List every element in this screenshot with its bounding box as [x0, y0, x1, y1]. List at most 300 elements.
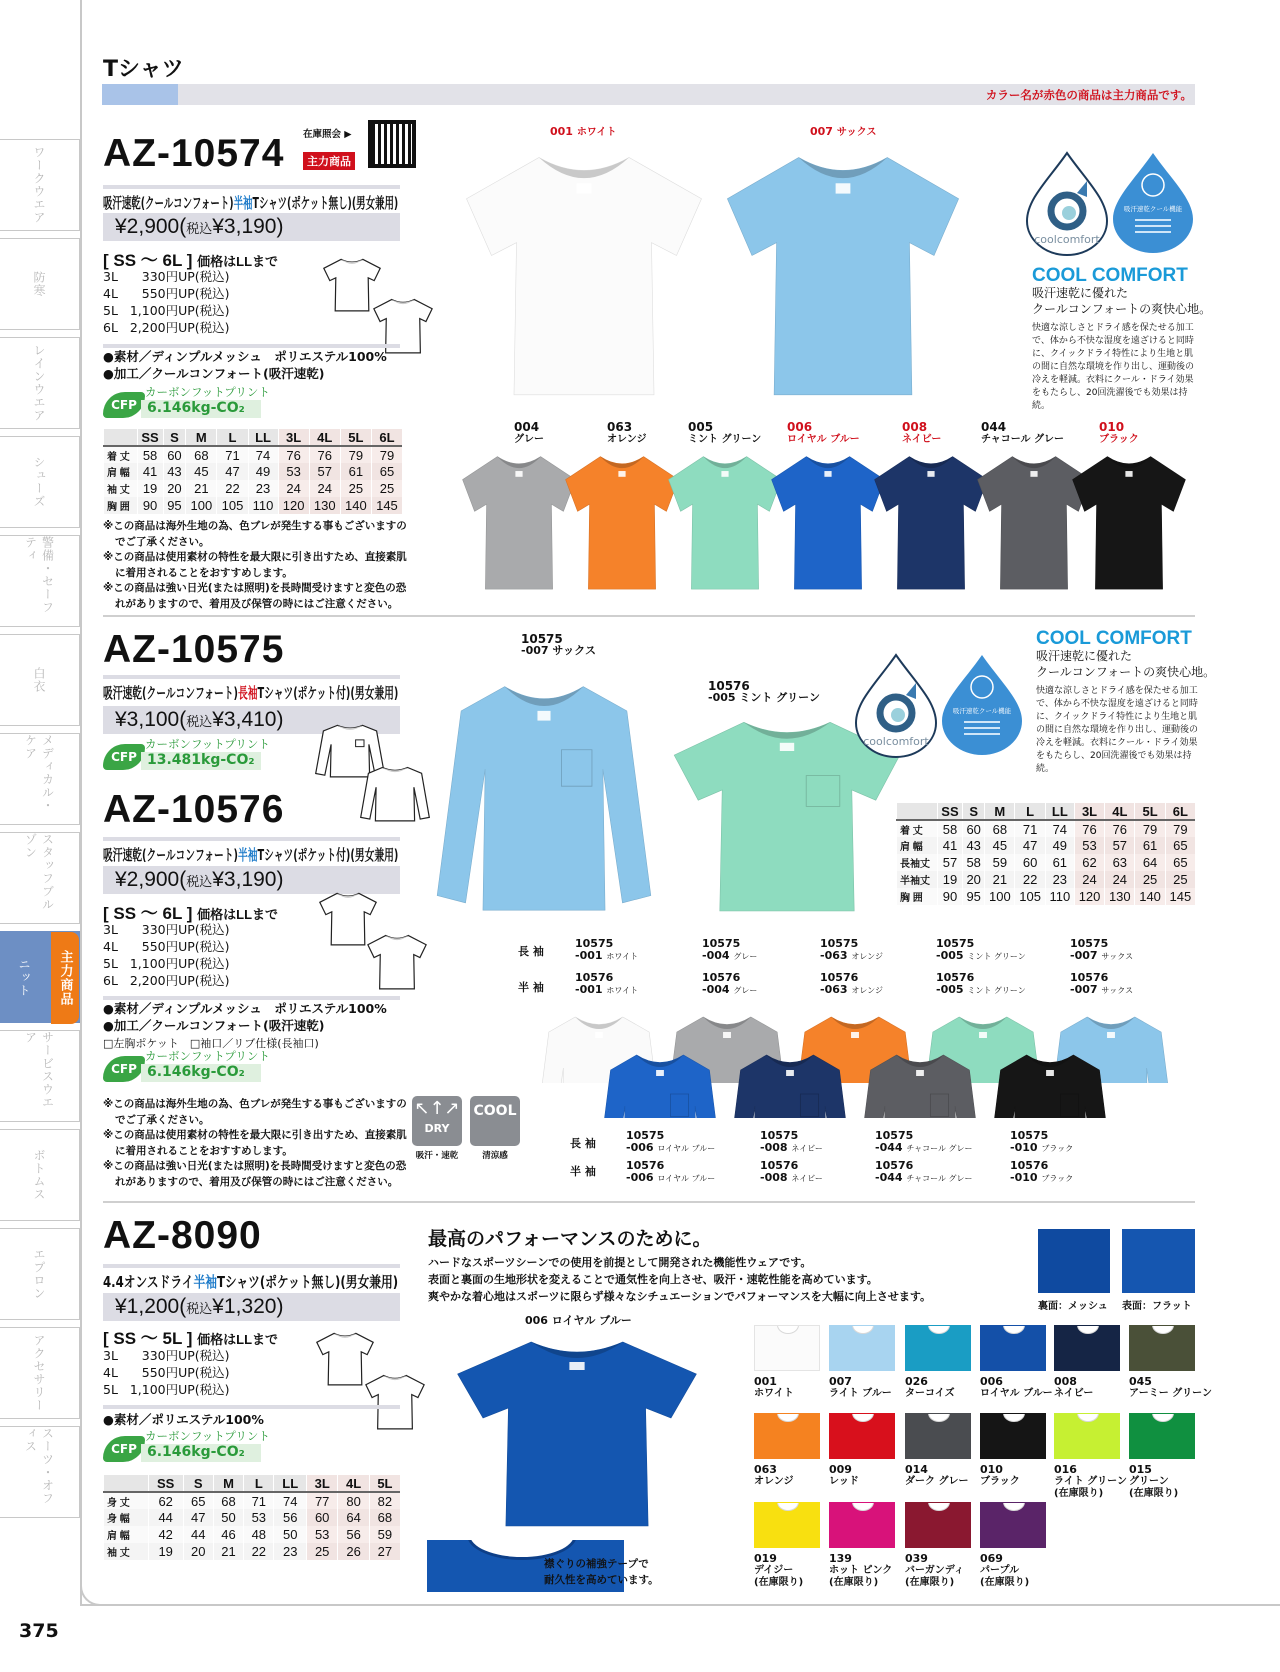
table-cell: 120: [1074, 888, 1104, 905]
table-cell: 20: [183, 1543, 213, 1560]
table-row: [897, 820, 1196, 837]
sidebar-tab[interactable]: [0, 733, 80, 825]
collar-icon: [928, 1502, 950, 1511]
color-name: オレンジ: [851, 952, 883, 961]
table-cell: 105: [217, 497, 248, 514]
model-code: 10576: [575, 971, 614, 984]
color-code: 009: [829, 1463, 852, 1476]
svg-text:吸汗速乾クール機能: 吸汗速乾クール機能: [952, 707, 1012, 715]
color-swatch[interactable]: [1129, 1325, 1195, 1371]
column-header: [104, 429, 138, 446]
table-row: [104, 1526, 401, 1543]
color-code: 004: [514, 420, 540, 434]
table-cell: 25: [1165, 871, 1195, 888]
color-name: ホワイト: [576, 127, 617, 138]
color-code: 044: [981, 420, 1007, 434]
table-row: [104, 1509, 401, 1526]
color-swatch[interactable]: [905, 1413, 971, 1459]
table-cell: 110: [248, 497, 278, 514]
color-code: -008: [760, 1141, 788, 1154]
color-name: バーガンディ: [905, 1565, 964, 1576]
color-label: [905, 1376, 955, 1400]
model-number: AZ-10574: [103, 132, 285, 175]
table-row: [104, 497, 403, 514]
collar-icon: [928, 1325, 950, 1334]
feature-headline: 最高のパフォーマンスのために。: [428, 1228, 712, 1250]
tshirt-swatch: [665, 448, 785, 592]
color-name: サックス: [836, 127, 877, 138]
table-cell: 45: [186, 463, 217, 480]
color-name: ネイビー: [1054, 1388, 1094, 1399]
column-header: 3L: [278, 429, 309, 446]
tab-label: 防寒: [32, 271, 46, 297]
table-cell: 19: [137, 480, 163, 497]
svg-text:coolcomfort: coolcomfort: [863, 735, 929, 748]
collar-icon: [852, 1502, 874, 1511]
sidebar-tab[interactable]: [0, 832, 80, 924]
table-cell: 79: [1135, 820, 1165, 837]
column-header: M: [985, 803, 1015, 820]
color-swatch[interactable]: [829, 1413, 895, 1459]
table-cell: 68: [985, 820, 1015, 837]
table-row: [897, 837, 1196, 854]
model-code: 10575: [760, 1129, 799, 1142]
table-cell: 59: [985, 854, 1015, 871]
sidebar-tab[interactable]: [0, 1426, 80, 1518]
material-list: [103, 348, 387, 382]
variation-label: [875, 1160, 973, 1185]
fabric-swatch-flat: [1122, 1229, 1195, 1293]
model-code: 10575: [1070, 937, 1109, 950]
row-header: 身 丈: [104, 1492, 149, 1509]
model-code: 10575: [521, 632, 563, 646]
color-name: ターコイズ: [905, 1388, 955, 1399]
collar-icon: [777, 1502, 799, 1511]
size-table: [103, 429, 402, 514]
stock-inquiry-label: 在庫照会 ▶: [303, 129, 352, 140]
sidebar-tab[interactable]: [0, 1327, 80, 1419]
color-code: -010: [1010, 1171, 1038, 1184]
sidebar-tab[interactable]: [0, 436, 80, 528]
tax-label: 税込: [186, 221, 213, 236]
table-cell: 43: [163, 463, 186, 480]
cfp-leaf-icon: CFP: [103, 1436, 145, 1462]
color-name: ロイヤル ブルー: [657, 1144, 716, 1153]
sub-line: クールコンフォートの爽快心地。: [1032, 302, 1212, 316]
size-note: 価格はLLまで: [197, 907, 279, 922]
color-swatch[interactable]: [754, 1325, 820, 1371]
table-cell: 60: [1015, 854, 1045, 871]
table-cell: 21: [213, 1543, 243, 1560]
cfp-value: 6.146kg-CO₂: [141, 400, 261, 418]
column-header: 4L: [1105, 803, 1135, 820]
color-label: [981, 421, 1064, 446]
tshirt-swatch: [871, 448, 991, 592]
color-swatch[interactable]: [754, 1413, 820, 1459]
collar-icon: [852, 1325, 874, 1334]
size-table: [896, 803, 1195, 905]
variation-label: [626, 1130, 715, 1155]
price: ¥2,900(税込¥3,190): [103, 213, 400, 241]
color-swatch[interactable]: [905, 1502, 971, 1548]
table-cell: 22: [1015, 871, 1045, 888]
color-name: ライト ブルー: [829, 1388, 892, 1399]
name-part: Tシャツ(ポケット無し)(男女兼用): [252, 194, 399, 211]
table-cell: 105: [1015, 888, 1045, 905]
model-code: 10576: [820, 971, 859, 984]
frame-corner: [80, 1584, 104, 1606]
variation-label: [760, 1130, 823, 1155]
row-header: 胸 囲: [104, 497, 138, 514]
table-cell: 43: [963, 837, 985, 854]
table-cell: 44: [183, 1526, 213, 1543]
cfp-badge: [103, 737, 270, 770]
table-cell: 24: [1074, 871, 1104, 888]
color-name: ミント グリーン: [688, 434, 762, 445]
table-cell: 90: [137, 497, 163, 514]
product-name-text: [103, 682, 398, 701]
product-name: [103, 185, 400, 211]
coolcomfort-body: 快適な涼しさとドライ感を保たせる加工で、体から不快な湿度を遠ざけると同時に、クイックドライ特性により生地と肌の間に自然な環境を作り出し、運動後の冷えを軽減。衣料にクール・ドライ効果をもたらし、20回洗濯後でも効果は持続。: [1032, 323, 1195, 411]
tab-label: メディカル・ケア: [23, 734, 55, 812]
table-cell: 95: [163, 497, 186, 514]
table-cell: 56: [274, 1509, 307, 1526]
tab-label: 警備・セーフティ: [23, 536, 55, 614]
color-code: 007: [829, 1375, 852, 1388]
table-cell: 50: [213, 1509, 243, 1526]
icon-caption: 清涼感: [482, 1151, 508, 1161]
sidebar-tab[interactable]: [0, 1030, 80, 1122]
color-code: 008: [902, 420, 928, 434]
tab-label: アクセサリー: [32, 1334, 46, 1412]
table-cell: 59: [369, 1526, 400, 1543]
table-cell: 58: [137, 446, 163, 463]
color-name: ライト グリーン: [1054, 1476, 1127, 1487]
collar-icon: [1003, 1413, 1025, 1422]
row-header: 着 丈: [104, 446, 138, 463]
color-label: [829, 1464, 859, 1488]
table-cell: 47: [1015, 837, 1045, 854]
note-line: 襟ぐりの補強テープで: [544, 1558, 649, 1570]
table-cell: 71: [1015, 820, 1045, 837]
table-cell: 130: [309, 497, 340, 514]
color-code: 001: [550, 125, 573, 138]
price-value: ¥3,100: [115, 708, 180, 731]
table-cell: 24: [278, 480, 309, 497]
table-header-row: [897, 803, 1196, 820]
column-header: 4L: [338, 1475, 369, 1492]
row-header: 身 幅: [104, 1509, 149, 1526]
sidebar-tab[interactable]: [0, 931, 80, 1023]
price: ¥1,200(税込¥1,320): [103, 1293, 400, 1321]
list-line: 5L 1,100円UP(税込): [103, 956, 230, 971]
color-name: デイジー: [754, 1565, 794, 1576]
column-header: [104, 1475, 149, 1492]
variation-label: [575, 972, 638, 997]
model-code: 10575: [1010, 1129, 1049, 1142]
upcharge-list: [103, 1347, 230, 1398]
table-cell: 58: [963, 854, 985, 871]
color-code: -063: [820, 949, 848, 962]
price-value: ¥2,900: [115, 868, 180, 891]
color-swatch[interactable]: [980, 1502, 1046, 1548]
hero-color-label: [521, 633, 596, 657]
sidebar-tab[interactable]: [0, 1228, 80, 1320]
column-header: 3L: [306, 1475, 337, 1492]
notes: [103, 1097, 408, 1190]
color-name: ミント グリーン: [967, 952, 1026, 961]
main-product-badge: 主力商品: [303, 152, 355, 170]
color-code: -001: [575, 949, 603, 962]
color-name: チャコール グレー: [981, 434, 1064, 445]
color-label: [829, 1553, 892, 1589]
size-note: 価格はLLまで: [197, 1332, 279, 1347]
color-code: 005: [688, 420, 714, 434]
tab-label: レインウエア: [32, 344, 46, 422]
table-cell: 60: [963, 820, 985, 837]
stock-note: (在庫限り): [829, 1577, 879, 1588]
table-row: [104, 480, 403, 497]
cfp-leaf-icon: CFP: [103, 392, 145, 418]
cfp-value: 6.146kg-CO₂: [141, 1064, 261, 1082]
qr-code[interactable]: [368, 120, 416, 168]
table-cell: 68: [369, 1509, 400, 1526]
color-swatch[interactable]: [980, 1413, 1046, 1459]
color-label: [688, 421, 761, 446]
color-name: オレンジ: [754, 1476, 794, 1487]
color-code: 026: [905, 1375, 928, 1388]
row-header: 肩 幅: [897, 837, 938, 854]
name-part: 4.4オンスドライ: [103, 1273, 194, 1290]
body-line: 爽やかな着心地はスポーツに限らず様々なシチュエーションでパフォーマンスを大幅に向上させます。: [428, 1290, 932, 1303]
sub-line: 吸汗速乾に優れた: [1032, 286, 1129, 300]
model-code: 10576: [760, 1159, 799, 1172]
collar-icon: [928, 1413, 950, 1422]
color-code: 010: [1099, 420, 1125, 434]
row-header: 肩 幅: [104, 463, 138, 480]
sidebar-tab[interactable]: [0, 1129, 80, 1221]
table-cell: 74: [248, 446, 278, 463]
table-cell: 57: [309, 463, 340, 480]
collar-icon: [1003, 1502, 1025, 1511]
size-note: 価格はLLまで: [197, 254, 279, 269]
title-band-accent: [102, 84, 178, 105]
cfp-label: カーボンフットプリント: [145, 385, 270, 399]
color-label: [1129, 1376, 1212, 1400]
color-name: ホット ピンク: [829, 1565, 893, 1576]
color-name: オレンジ: [851, 986, 883, 995]
color-swatch[interactable]: [829, 1502, 895, 1548]
table-row: [104, 446, 403, 463]
sidebar-tab[interactable]: [0, 535, 80, 627]
table-cell: 61: [1135, 837, 1165, 854]
hero-color-label: 006 ロイヤル ブルー: [525, 1314, 632, 1327]
cool-icon: COOL: [470, 1096, 520, 1146]
color-code: -044: [875, 1141, 903, 1154]
divider: [103, 1405, 400, 1409]
color-code: -006: [626, 1141, 654, 1154]
color-name: ネイビー: [791, 1144, 823, 1153]
line-drawing-back: [364, 1372, 426, 1430]
table-cell: 20: [163, 480, 186, 497]
table-cell: 60: [163, 446, 186, 463]
model-code: 10575: [820, 937, 859, 950]
material-list: [103, 1411, 264, 1428]
variation-label: [936, 938, 1026, 963]
color-label: [1129, 1464, 1178, 1500]
table-cell: 130: [1105, 888, 1135, 905]
price: ¥3,100(税込¥3,410): [103, 706, 400, 734]
row-header: 袖 丈: [104, 1543, 149, 1560]
table-cell: 57: [937, 854, 962, 871]
size-range-value: [ SS ～ 6L ]: [103, 904, 193, 923]
variation-label: [936, 972, 1026, 997]
color-name: ブラック: [1041, 1174, 1074, 1183]
list-line: 3L 330円UP(税込): [103, 1348, 230, 1363]
table-cell: 47: [183, 1509, 213, 1526]
color-label: [902, 421, 941, 446]
collar-note: [544, 1556, 659, 1588]
table-cell: 53: [278, 463, 309, 480]
column-header: SS: [937, 803, 962, 820]
badge-label: 主力商品: [57, 950, 73, 1006]
list-line: 6L 2,200円UP(税込): [103, 973, 230, 988]
column-header: S: [183, 1475, 213, 1492]
color-name: ホワイト: [754, 1388, 794, 1399]
body-line: ハードなスポーツシーンでの使用を前提として開発された機能性ウェアです。: [428, 1256, 812, 1269]
column-header: 4L: [309, 429, 340, 446]
icon-text: DRY: [424, 1122, 450, 1135]
column-header: 6L: [371, 429, 402, 446]
table-cell: 76: [278, 446, 309, 463]
model-number: AZ-8090: [103, 1214, 262, 1257]
svg-text:coolcomfort: coolcomfort: [1034, 233, 1100, 246]
table-cell: 76: [1074, 820, 1104, 837]
cfp-badge: [103, 1049, 270, 1082]
size-range-value: [ SS ～ 5L ]: [103, 1329, 193, 1348]
coolcomfort-tags: [1024, 149, 1196, 257]
color-name: ブラック: [980, 1476, 1020, 1487]
column-header: M: [186, 429, 217, 446]
note-line: ※この商品は海外生地の為、色ブレが発生する事もございますのでご了承ください。: [103, 1098, 407, 1126]
sidebar-tab[interactable]: [0, 139, 80, 231]
table-cell: 64: [338, 1509, 369, 1526]
row-header: 半袖丈: [897, 871, 938, 888]
table-cell: 110: [1045, 888, 1074, 905]
table-cell: 74: [274, 1492, 307, 1509]
icon-caption: 吸汗・速乾: [415, 1151, 459, 1161]
table-cell: 58: [937, 820, 962, 837]
color-label: [754, 1553, 803, 1589]
section-divider: [103, 615, 1195, 617]
table-cell: 22: [217, 480, 248, 497]
color-swatch[interactable]: [1054, 1413, 1120, 1459]
model-number: AZ-10575: [103, 628, 285, 671]
frame-line: [80, 1604, 1280, 1606]
long-sleeve-label: 長 袖: [518, 945, 544, 958]
color-swatch[interactable]: [905, 1325, 971, 1371]
color-name: アーミー グリーン: [1129, 1388, 1212, 1399]
color-label: [905, 1553, 964, 1589]
note-line: ※この商品は強い日光(または照明)を長時間受けますと変色の恐れがありますので、着用及び保管の時にはご注意ください。: [103, 1160, 407, 1188]
name-part: 吸汗速乾(クールコンフォート): [103, 684, 238, 701]
color-swatch[interactable]: [1054, 1325, 1120, 1371]
table-row: [104, 1492, 401, 1509]
table-cell: 25: [340, 480, 371, 497]
color-swatch[interactable]: [1129, 1413, 1195, 1459]
stock-note: (在庫限り): [980, 1577, 1030, 1588]
variation-label: [575, 938, 638, 963]
table-cell: 46: [213, 1526, 243, 1543]
table-row: [897, 871, 1196, 888]
hero-color-label: [810, 126, 877, 139]
color-swatch[interactable]: [980, 1325, 1046, 1371]
note-line: ※この商品は使用素材の特性を最大限に引き出すため、直接素肌に着用されることをおすすめします。: [103, 551, 407, 579]
row-header: 肩 幅: [104, 1526, 149, 1543]
tab-label: サービスウエア: [23, 1031, 55, 1109]
collar-icon: [1003, 1325, 1025, 1334]
list-line: 3L 330円UP(税込): [103, 922, 230, 937]
name-part: Tシャツ(ポケット付)(男女兼用): [257, 846, 399, 863]
column-header: S: [963, 803, 985, 820]
variation-label: [1070, 938, 1133, 963]
color-swatch[interactable]: [829, 1325, 895, 1371]
tax-label: 税込: [186, 714, 213, 729]
tshirt-swatch: [768, 448, 888, 592]
model-code: 10576: [1070, 971, 1109, 984]
column-header: 5L: [1135, 803, 1165, 820]
table-cell: 49: [248, 463, 278, 480]
sleeve-type: 長袖: [237, 684, 258, 701]
color-label: [980, 1553, 1029, 1589]
dry-icon: ↖↑↗ DRY: [412, 1096, 462, 1146]
tax-label: 税込: [186, 1301, 213, 1316]
collar-icon: [1077, 1413, 1099, 1422]
price-tax: ¥3,410: [212, 708, 277, 731]
column-header: 5L: [340, 429, 371, 446]
table-cell: 140: [1135, 888, 1165, 905]
price-tax: ¥3,190: [212, 215, 277, 238]
table-cell: 23: [1045, 871, 1074, 888]
svg-text:吸汗速乾クール機能: 吸汗速乾クール機能: [1123, 205, 1183, 213]
color-swatch[interactable]: [754, 1502, 820, 1548]
tab-label: ワークウエア: [32, 146, 46, 224]
sidebar-tab[interactable]: [0, 634, 80, 726]
table-cell: 68: [186, 446, 217, 463]
name-part: Tシャツ(ポケット無し)(男女兼用): [216, 1273, 399, 1290]
color-name: パープル: [980, 1565, 1020, 1576]
color-name: ブラック: [1099, 434, 1139, 445]
coolcomfort-subtitle: [1032, 285, 1211, 317]
color-code: 014: [905, 1463, 928, 1476]
color-name: グリーン: [1129, 1476, 1169, 1487]
color-name: -007 サックス: [521, 644, 597, 657]
color-label: [607, 421, 647, 446]
sidebar-tab[interactable]: [0, 337, 80, 429]
note-line: ※この商品は使用素材の特性を最大限に引き出すため、直接素肌に着用されることをおすすめします。: [103, 1129, 407, 1157]
table-cell: 62: [1074, 854, 1104, 871]
cfp-badge: [103, 385, 270, 418]
long-sleeve-label: 長 袖: [570, 1137, 596, 1150]
cfp-label: カーボンフットプリント: [145, 1429, 270, 1443]
short-sleeve-label: 半 袖: [570, 1165, 596, 1178]
tshirt-swatch: [1069, 448, 1189, 592]
table-cell: 19: [937, 871, 962, 888]
sidebar-tab[interactable]: [0, 238, 80, 330]
upcharge-list: [103, 921, 230, 989]
cfp-label: カーボンフットプリント: [145, 1049, 270, 1063]
tshirt-white: [459, 142, 709, 400]
